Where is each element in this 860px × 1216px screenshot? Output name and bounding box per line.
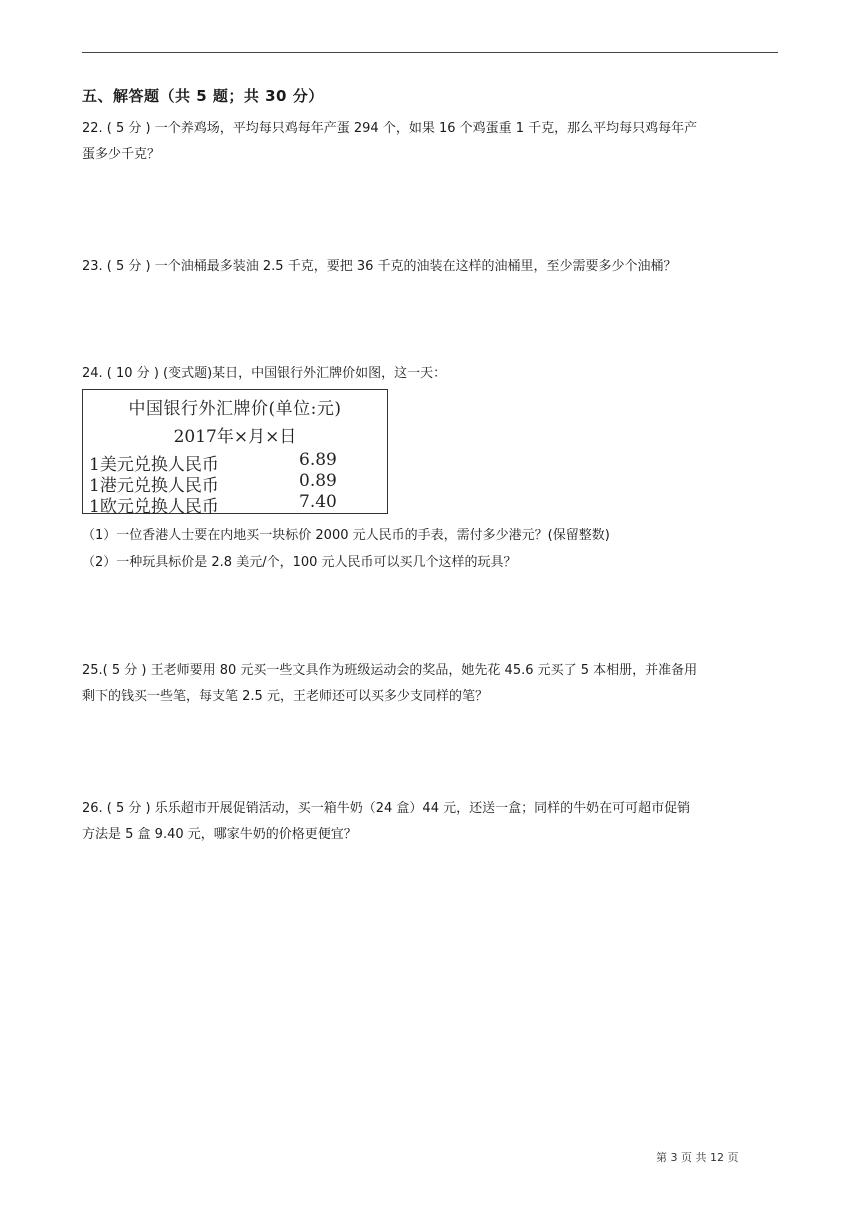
exchange-rate-table xyxy=(82,389,388,517)
rate-label: 1美元兑换人民币 xyxy=(89,455,219,475)
page-number-footer: 第 3 页 共 12 页 xyxy=(656,1151,739,1164)
table-row xyxy=(89,471,379,496)
question-25-line-2: 剩下的钱买一些笔，每支笔 2.5 元，王老师还可以买多少支同样的笔？ xyxy=(82,689,488,704)
question-22 xyxy=(82,116,782,168)
question-25-line-1: 25.( 5 分 ) 王老师要用 80 元买一些文具作为班级运动会的奖品，她先花 45.6 元买了 5 本相册，并准备用 xyxy=(82,663,698,678)
question-25 xyxy=(82,658,782,710)
header-rule xyxy=(82,52,778,53)
question-23-line-1: 23. ( 5 分 ) 一个油桶最多装油 2.5 千克，要把 36 千克的油装在这样的油桶里，至少需要多少个油桶？ xyxy=(82,259,677,274)
rate-label: 1欧元兑换人民币 xyxy=(89,497,219,517)
table-title: 中国银行外汇牌价(单位:元) xyxy=(128,399,342,419)
question-26-line-2: 方法是 5 盒 9.40 元，哪家牛奶的价格更便宜？ xyxy=(82,827,357,842)
rate-value: 6.89 xyxy=(299,450,337,470)
question-26-line-1: 26. ( 5 分 ) 乐乐超市开展促销活动，买一箱牛奶（24 盒）44 元，还送一盒；同样的牛奶在可可超市促销 xyxy=(82,801,691,816)
rate-value: 7.40 xyxy=(299,492,337,512)
rate-label: 1港元兑换人民币 xyxy=(89,476,219,496)
question-24-sub-2: （2）一种玩具标价是 2.8 美元/个，100 元人民币可以买几个这样的玩具？ xyxy=(82,555,517,570)
question-24 xyxy=(82,361,782,387)
table-date: 2017年×月×日 xyxy=(173,427,297,447)
section-title: 五、解答题（共 5 题；共 30 分） xyxy=(82,87,324,105)
question-24-sub-1: （1）一位香港人士要在内地买一块标价 2000 元人民币的手表，需付多少港元？(保留整数) xyxy=(82,528,610,543)
rate-value: 0.89 xyxy=(299,471,337,491)
question-23 xyxy=(82,254,782,280)
question-22-line-1: 22. ( 5 分 ) 一个养鸡场，平均每只鸡每年产蛋 294 个，如果 16 个鸡蛋重 1 千克，那么平均每只鸡每年产 xyxy=(82,121,698,136)
table-row xyxy=(89,450,379,475)
table-row xyxy=(89,492,379,517)
question-24-line-1: 24. ( 10 分 ) (变式题)某日，中国银行外汇牌价如图，这一天： xyxy=(82,366,447,381)
question-22-line-2: 蛋多少千克？ xyxy=(82,147,161,162)
question-26 xyxy=(82,796,782,848)
